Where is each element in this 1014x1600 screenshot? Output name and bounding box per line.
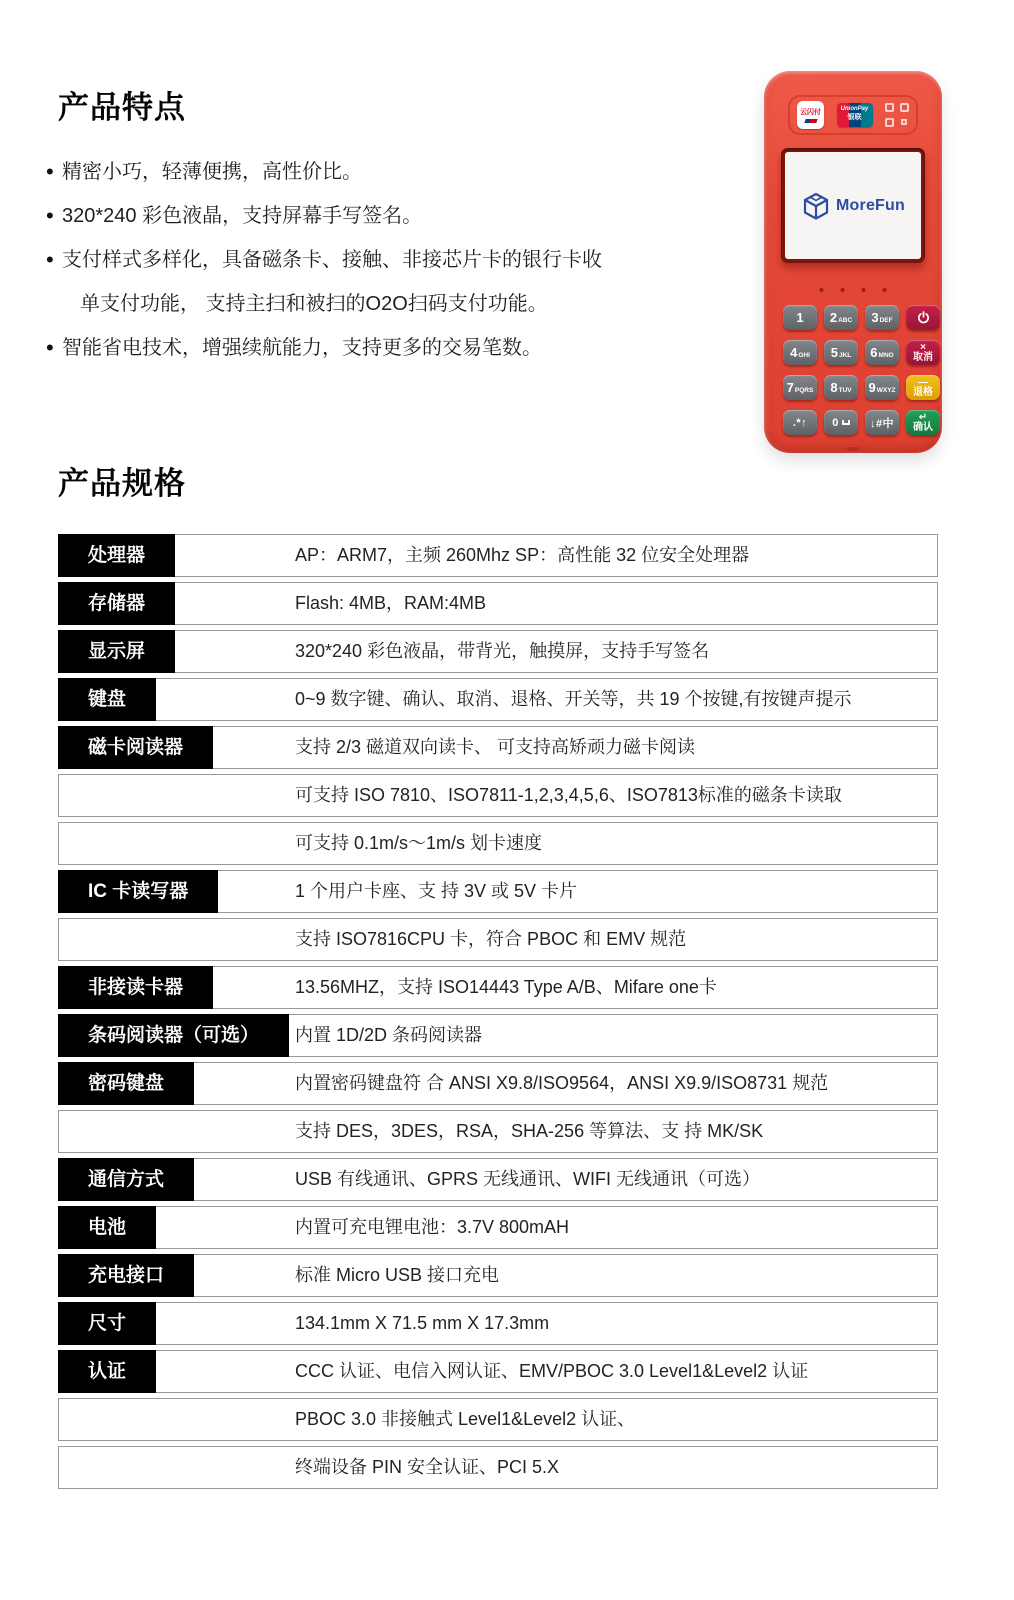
spec-value: 标准 Micro USB 接口充电 <box>295 1265 500 1285</box>
unionpay-cn-text: 银联 <box>847 114 862 121</box>
key-6: 6 MNO <box>865 340 899 365</box>
confirm-key: ↵ 确认 <box>906 410 940 435</box>
spec-label: 显示屏 <box>58 630 175 673</box>
payment-logo-strip <box>788 95 918 135</box>
features-list <box>46 150 706 370</box>
unionpay-logo <box>837 103 873 127</box>
key-hash: ↓#中 <box>865 410 899 435</box>
spec-row-ic-reader <box>58 870 938 913</box>
space-glyph <box>842 420 850 425</box>
spec-row-pin-pad <box>58 1062 938 1105</box>
spec-row-communication <box>58 1158 938 1201</box>
spec-row-certification-3 <box>58 1446 938 1489</box>
quickpass-label: 云闪付 <box>800 108 821 116</box>
keypad <box>783 305 940 435</box>
spec-value: 内置可充电锂电池：3.7V 800mAH <box>295 1217 570 1237</box>
spec-label: 充电接口 <box>58 1254 194 1297</box>
unionpay-text: UnionPay <box>840 106 869 112</box>
spec-row-processor <box>58 534 938 577</box>
cancel-key: × 取消 <box>906 340 940 365</box>
spec-label: 密码键盘 <box>58 1062 194 1105</box>
key-9: 9 WXYZ <box>865 375 899 400</box>
feature-item: • 320*240 彩色液晶，支持屏幕手写签名。 <box>46 194 706 238</box>
power-key <box>906 305 940 330</box>
key-4: 4 GHI <box>783 340 817 365</box>
spec-row-battery <box>58 1206 938 1249</box>
spec-value: Flash: 4MB，RAM:4MB <box>295 593 487 613</box>
spec-row-contactless-reader <box>58 966 938 1009</box>
speaker-dots <box>820 288 887 292</box>
spec-value: 支持 ISO7816CPU 卡，符合 PBOC 和 EMV 规范 <box>295 929 687 949</box>
qr-code-icon <box>885 103 909 127</box>
cancel-x-icon: × <box>920 341 926 353</box>
spec-value: PBOC 3.0 非接触式 Level1&Level2 认证、 <box>295 1409 636 1429</box>
device-screen <box>785 152 921 259</box>
key-2: 2 ABC <box>824 305 858 330</box>
key-5: 5 JKL <box>824 340 858 365</box>
spec-row-barcode-reader <box>58 1014 938 1057</box>
spec-row-display <box>58 630 938 673</box>
feature-item: • 精密小巧，轻薄便携，高性价比。 <box>46 150 706 194</box>
quickpass-stripe <box>804 119 817 123</box>
spec-row-charging-port <box>58 1254 938 1297</box>
spec-label: IC 卡读写器 <box>58 870 218 913</box>
spec-value: USB 有线通讯、GPRS 无线通讯、WIFI 无线通讯（可选） <box>295 1169 761 1189</box>
spec-value: 13.56MHZ，支持 ISO14443 Type A/B、Mifare one卡 <box>295 977 717 997</box>
specs-title: 产品规格 <box>58 466 186 501</box>
spec-value: 内置密码键盘符 合 ANSI X9.8/ISO9564，ANSI X9.9/ISO8731 规范 <box>295 1073 829 1093</box>
key-8: 8 TUV <box>824 375 858 400</box>
spec-row-dimensions <box>58 1302 938 1345</box>
spec-label: 非接读卡器 <box>58 966 213 1009</box>
spec-value: 可支持 ISO 7810、ISO7811-1,2,3,4,5,6、ISO7813标准的磁条卡读取 <box>295 785 842 805</box>
screen-bezel <box>781 148 925 263</box>
spec-row-keyboard <box>58 678 938 721</box>
spec-value: 内置 1D/2D 条码阅读器 <box>295 1025 483 1045</box>
spec-value: 1 个用户卡座、支 持 3V 或 5V 卡片 <box>295 881 578 901</box>
enter-arrow-icon: ↵ <box>918 411 928 423</box>
spec-label: 磁卡阅读器 <box>58 726 213 769</box>
feature-item: • 智能省电技术，增强续航能力，支持更多的交易笔数。 <box>46 326 706 370</box>
spec-value: 0~9 数字键、确认、取消、退格、开关等，共 19 个按键,有按键声提示 <box>295 689 852 709</box>
spec-value: 可支持 0.1m/s～1m/s 划卡速度 <box>295 833 543 853</box>
power-icon <box>917 311 930 324</box>
spec-label: 尺寸 <box>58 1302 156 1345</box>
spec-label: 键盘 <box>58 678 156 721</box>
spec-label: 电池 <box>58 1206 156 1249</box>
backspace-dash-icon: — <box>918 376 928 388</box>
spec-row-swipe-speed <box>58 822 938 865</box>
quickpass-app-icon <box>797 101 824 129</box>
spec-table <box>58 534 938 1494</box>
spec-row-magcard-reader <box>58 726 938 769</box>
feature-item: • 支付样式多样化，具备磁条卡、接触、非接芯片卡的银行卡收 <box>46 238 706 282</box>
key-3: 3 DEF <box>865 305 899 330</box>
morefun-cube-icon <box>801 191 831 221</box>
spec-row-magcard-standards <box>58 774 938 817</box>
key-1: 1 <box>783 305 817 330</box>
spec-row-algorithms <box>58 1110 938 1153</box>
spec-value: AP：ARM7，主频 260Mhz SP：高性能 32 位安全处理器 <box>295 545 750 565</box>
spec-value: 134.1mm X 71.5 mm X 17.3mm <box>295 1313 550 1333</box>
spec-label: 条码阅读器（可选） <box>58 1014 289 1057</box>
spec-value: 支持 DES，3DES，RSA，SHA-256 等算法、支 持 MK/SK <box>295 1121 764 1141</box>
spec-value: 320*240 彩色液晶，带背光，触摸屏，支持手写签名 <box>295 641 710 661</box>
key-7: 7 PQRS <box>783 375 817 400</box>
usb-port-notch <box>847 447 859 451</box>
spec-row-certification-2 <box>58 1398 938 1441</box>
features-title: 产品特点 <box>58 90 186 125</box>
feature-item-continuation: 单支付功能， 支持主扫和被扫的O2O扫码支付功能。 <box>80 293 548 315</box>
key-star: .*↑ <box>783 410 817 435</box>
brand-name: MoreFun <box>836 196 905 214</box>
spec-label: 通信方式 <box>58 1158 194 1201</box>
spec-value: CCC 认证、电信入网认证、EMV/PBOC 3.0 Level1&Level2 认证 <box>295 1361 809 1381</box>
spec-value: 支持 2/3 磁道双向读卡、 可支持高矫顽力磁卡阅读 <box>295 737 696 757</box>
spec-label: 认证 <box>58 1350 156 1393</box>
backspace-key: — 退格 <box>906 375 940 400</box>
spec-row-certification <box>58 1350 938 1393</box>
spec-label: 存储器 <box>58 582 175 625</box>
pos-terminal-image <box>764 71 942 453</box>
spec-value: 终端设备 PIN 安全认证、PCI 5.X <box>295 1457 560 1477</box>
spec-label: 处理器 <box>58 534 175 577</box>
key-0: 0 <box>824 410 858 435</box>
spec-row-ic-standards <box>58 918 938 961</box>
spec-row-memory <box>58 582 938 625</box>
